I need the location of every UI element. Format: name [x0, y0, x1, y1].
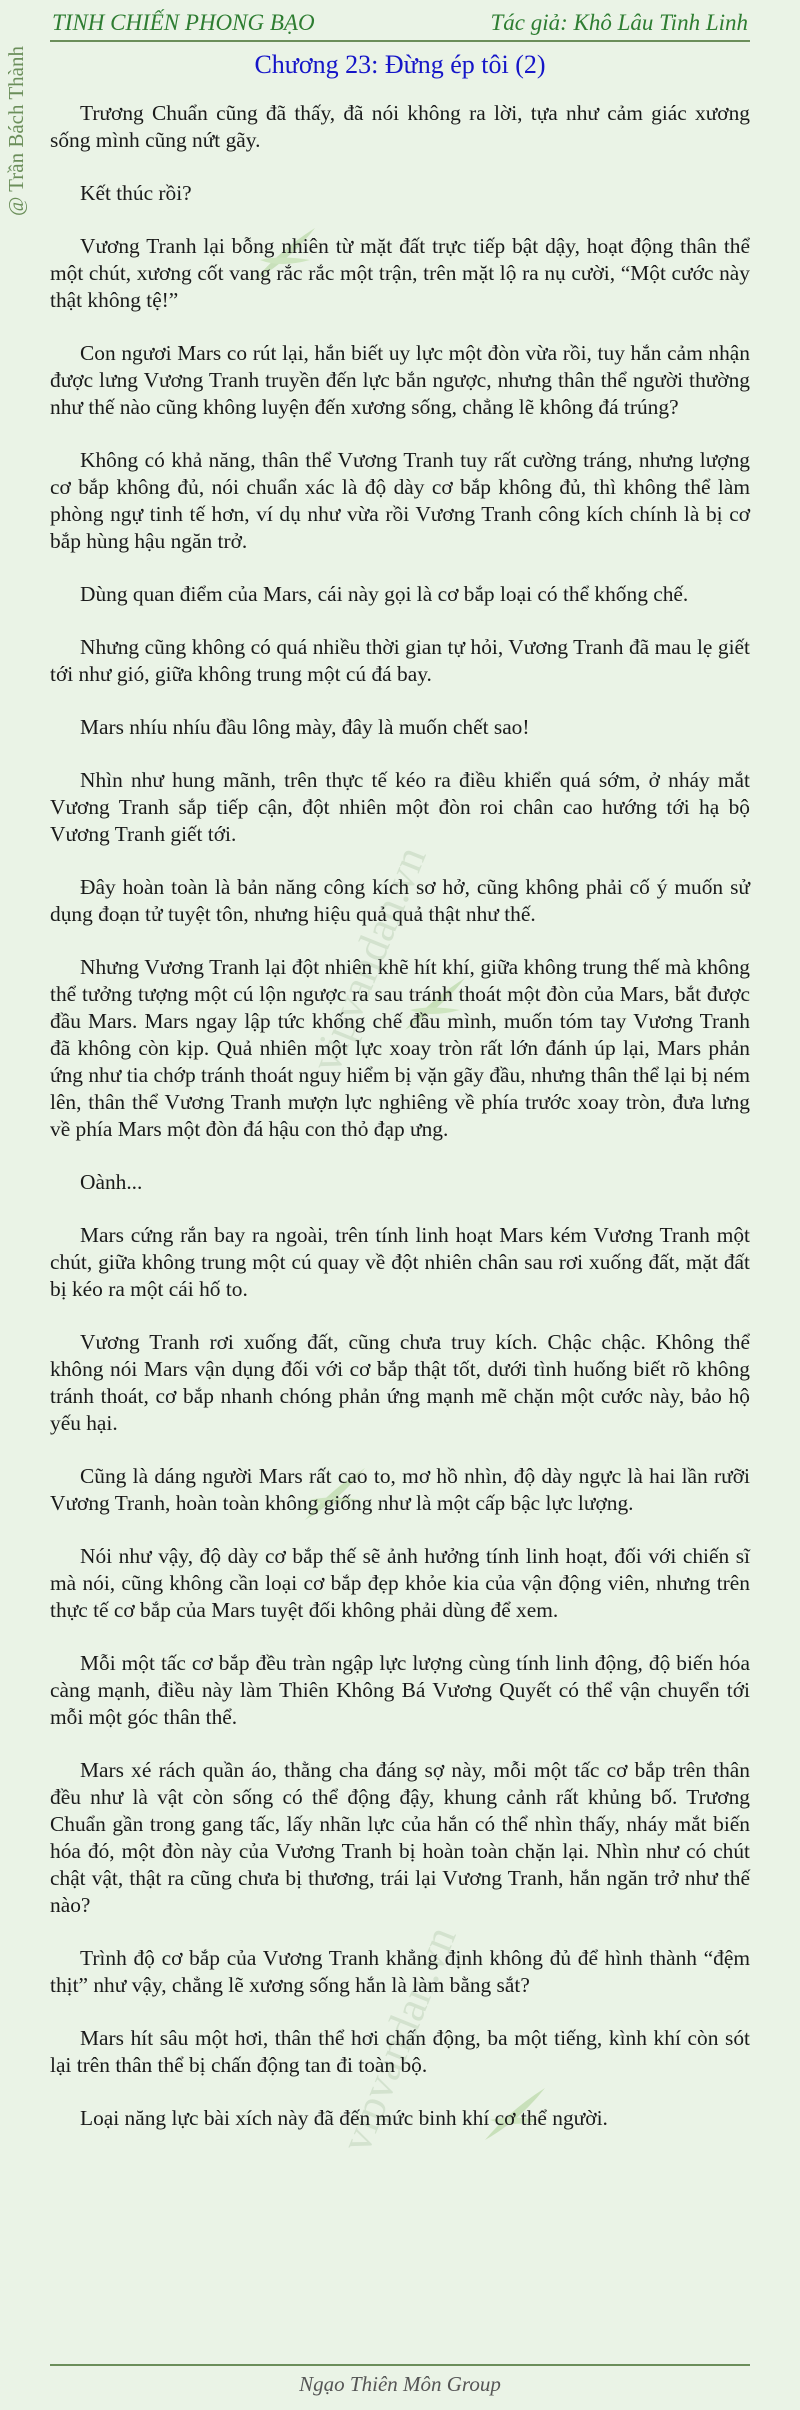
- translator-credit: @ Trần Bách Thành: [4, 46, 28, 217]
- book-title: TINH CHIẾN PHONG BẠO: [52, 10, 315, 35]
- paragraph: Loại năng lực bài xích này đã đến mức binh khí cơ thể người.: [80, 2106, 608, 2130]
- paragraph: Oành...: [80, 1170, 143, 1194]
- paragraph: Đây hoàn toàn là bản năng công kích sơ hở, cũng không phải cố ý muốn sử dụng đoạn tử tuyệt tôn, nhưng hiệu quả quả thật như thế.: [50, 875, 750, 926]
- watermark: vipvandan.vn: [330, 1919, 466, 2159]
- paragraph: Cũng là dáng người Mars rất cao to, mơ hồ nhìn, độ dày ngực là hai lần rưỡi Vương Tranh, hoàn toàn không giống như là một cấp bậc lực lượng.: [50, 1464, 750, 1515]
- group-credit: Ngạo Thiên Môn Group: [299, 2372, 501, 2396]
- sidebar-credit: [0, 40, 40, 300]
- paragraph: Nhưng Vương Tranh lại đột nhiên khẽ hít khí, giữa không trung thế mà không thể tưởng tượng một cú lộn ngược ra sau tránh thoát một đòn của Mars, bắt được đầu Mars. Mars ngay lập tức khống chế đầu mình, muốn tóm tay Vương Tranh đã không còn kịp. Quả nhiên một lực xoay tròn rất lớn đánh úp lại, Mars phản ứng như tia chớp tránh thoát nguy hiểm bị vặn gãy đầu, nhưng thân thể lại bị ném lên, thân thể Vương Tranh mượn lực nghiêng về phía trước xoay tròn, đưa lưng về phía Mars một đòn đá hậu con thỏ đạp ưng.: [50, 955, 750, 1141]
- page-header: [50, 6, 750, 42]
- paragraph: Mars xé rách quần áo, thằng cha đáng sợ này, mỗi một tấc cơ bắp trên thân đều như là vật còn sống có thể động đậy, khung cảnh rất khủng bố. Trương Chuẩn gần trong gang tấc, lấy nhãn lực của hắn có thể nhìn thấy, nháy mắt biến hóa đó, một đòn này của Vương Tranh bị hoàn toàn chặn lại. Nhìn như có chút chật vật, thật ra cũng chưa bị thương, trái lại Vương Tranh, hắn ngăn trở như thế nào?: [50, 1758, 750, 1917]
- paragraph: Mars cứng rắn bay ra ngoài, trên tính linh hoạt Mars kém Vương Tranh một chút, giữa không trung một cú quay về đột nhiên chân sau rơi xuống đất, mặt đất bị kéo ra một cái hố to.: [50, 1223, 750, 1301]
- author-credit: Tác giả: Khô Lâu Tinh Linh: [490, 10, 748, 35]
- paragraph: Nhưng cũng không có quá nhiều thời gian tự hỏi, Vương Tranh đã mau lẹ giết tới như gió, giữa không trung một cú đá bay.: [50, 635, 750, 686]
- paragraph: Mỗi một tấc cơ bắp đều tràn ngập lực lượng cùng tính linh động, độ biến hóa càng mạnh, điều này làm Thiên Không Bá Vương Quyết có thể vận chuyển tới mỗi một góc thân thể.: [50, 1651, 750, 1729]
- paragraph: Mars hít sâu một hơi, thân thể hơi chấn động, ba một tiếng, kình khí còn sót lại trên thân thể bị chấn động tan đi toàn bộ.: [50, 2026, 750, 2077]
- paragraph: Vương Tranh rơi xuống đất, cũng chưa truy kích. Chậc chậc. Không thể không nói Mars vận dụng đối với cơ bắp thật tốt, dưới tình huống biết rõ không tránh thoát, cơ bắp nhanh chóng phản ứng mạnh mẽ chặn một cước này, bảo hộ yếu hại.: [50, 1330, 750, 1435]
- paragraph: Con ngươi Mars co rút lại, hắn biết uy lực một đòn vừa rồi, tuy hắn cảm nhận được lưng Vương Tranh truyền đến lực bắn ngược, nhưng thân thể người thường như thế nào cũng không luyện đến xương sống, chẳng lẽ không đá trúng?: [50, 341, 750, 419]
- paragraph: Nhìn như hung mãnh, trên thực tế kéo ra điều khiển quá sớm, ở nháy mắt Vương Tranh sắp tiếp cận, đột nhiên một đòn roi chân cao hướng tới hạ bộ Vương Tranh giết tới.: [50, 768, 750, 846]
- paragraph: Kết thúc rồi?: [80, 181, 192, 205]
- watermark: vipvandan.vn: [300, 839, 436, 1079]
- paragraph: Dùng quan điểm của Mars, cái này gọi là cơ bắp loại có thể khống chế.: [80, 582, 689, 606]
- paragraph: Nói như vậy, độ dày cơ bắp thế sẽ ảnh hưởng tính linh hoạt, đối với chiến sĩ mà nói, cũng không cần loại cơ bắp đẹp khỏe kia của vận động viên, nhưng trên thực tế cơ bắp của Mars tuyệt đối không phải dùng để xem.: [50, 1544, 750, 1622]
- chapter-body: [50, 100, 750, 2158]
- paragraph: Vương Tranh lại bỗng nhiên từ mặt đất trực tiếp bật dậy, hoạt động thân thể một chút, xương cốt vang rắc rắc một trận, trên mặt lộ ra nụ cười, “Một cước này thật không tệ!”: [50, 234, 750, 312]
- page-footer: [50, 2364, 750, 2404]
- paragraph: Trương Chuẩn cũng đã thấy, đã nói không ra lời, tựa như cảm giác xương sống mình cũng nứt gãy.: [50, 101, 750, 152]
- paragraph: Không có khả năng, thân thể Vương Tranh tuy rất cường tráng, nhưng lượng cơ bắp không đủ, nói chuẩn xác là độ dày cơ bắp không đủ, thì không thể làm phòng ngự tinh tế hơn, ví dụ như vừa rồi Vương Tranh công kích chính là bị cơ bắp hùng hậu ngăn trở.: [50, 448, 750, 553]
- paragraph: Trình độ cơ bắp của Vương Tranh khẳng định không đủ để hình thành “đệm thịt” như vậy, chẳng lẽ xương sống hắn là làm bằng sắt?: [50, 1946, 750, 1997]
- chapter-title: Chương 23: Đừng ép tôi (2): [254, 50, 546, 79]
- paragraph: Mars nhíu nhíu đầu lông mày, đây là muốn chết sao!: [80, 715, 530, 739]
